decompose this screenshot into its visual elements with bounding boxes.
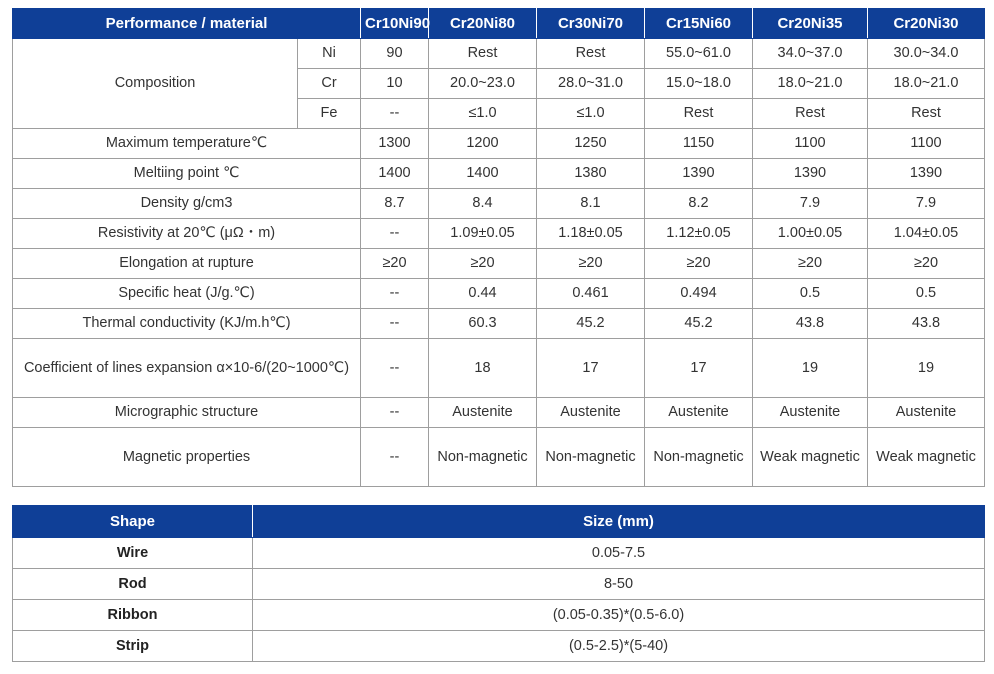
table-cell: 7.9 (868, 189, 985, 219)
performance-table (12, 8, 985, 487)
table-cell: -- (361, 99, 429, 129)
size-header-row (13, 506, 985, 538)
table-cell: 1.09±0.05 (429, 219, 537, 249)
table-cell: 0.44 (429, 279, 537, 309)
table-cell: 0.5 (753, 279, 868, 309)
table-cell: Rest (429, 39, 537, 69)
table-cell: 45.2 (537, 309, 645, 339)
table-cell: Austenite (868, 398, 985, 428)
table-cell: 0.5 (868, 279, 985, 309)
composition-label: Composition (13, 39, 298, 129)
table-cell: ≥20 (753, 249, 868, 279)
header-material-3: Cr30Ni70 (537, 9, 645, 39)
table-cell: 34.0~37.0 (753, 39, 868, 69)
table-cell: 1.18±0.05 (537, 219, 645, 249)
table-cell: 1400 (361, 159, 429, 189)
table-row (13, 219, 985, 249)
table-row (13, 309, 985, 339)
table-cell: 1150 (645, 129, 753, 159)
header-material-6: Cr20Ni30 (868, 9, 985, 39)
composition-element: Cr (298, 69, 361, 99)
header-shape: Shape (13, 506, 253, 538)
table-cell: 60.3 (429, 309, 537, 339)
table-cell: ≥20 (645, 249, 753, 279)
table-row (13, 538, 985, 569)
composition-element: Ni (298, 39, 361, 69)
table-cell: -- (361, 339, 429, 398)
property-label: Micrographic structure (13, 398, 361, 428)
table-cell: 18.0~21.0 (868, 69, 985, 99)
table-cell: ≥20 (537, 249, 645, 279)
table-cell: 1390 (868, 159, 985, 189)
table-cell: ≥20 (361, 249, 429, 279)
table-cell: 8.2 (645, 189, 753, 219)
size-cell: 0.05-7.5 (253, 538, 985, 569)
table-cell: Rest (645, 99, 753, 129)
table-cell: 19 (868, 339, 985, 398)
composition-element: Fe (298, 99, 361, 129)
table-cell: 28.0~31.0 (537, 69, 645, 99)
table-cell: 8.4 (429, 189, 537, 219)
table-cell: 8.7 (361, 189, 429, 219)
table-cell: 19 (753, 339, 868, 398)
table-cell: 43.8 (868, 309, 985, 339)
table-cell: 1390 (645, 159, 753, 189)
shape-cell: Wire (13, 538, 253, 569)
table-cell: 1250 (537, 129, 645, 159)
table-cell: 30.0~34.0 (868, 39, 985, 69)
property-label: Magnetic properties (13, 428, 361, 487)
table-row (13, 398, 985, 428)
table-cell: Austenite (645, 398, 753, 428)
size-cell: (0.5-2.5)*(5-40) (253, 631, 985, 662)
table-cell: 10 (361, 69, 429, 99)
table-cell: 17 (645, 339, 753, 398)
property-label: Density g/cm3 (13, 189, 361, 219)
table-row (13, 339, 985, 398)
table-cell: 43.8 (753, 309, 868, 339)
table-cell: 18 (429, 339, 537, 398)
property-label: Elongation at rupture (13, 249, 361, 279)
size-table (12, 505, 985, 662)
table-cell: 45.2 (645, 309, 753, 339)
property-label: Coefficient of lines expansion α×10-6/(20~1000℃) (13, 339, 361, 398)
header-size: Size (mm) (253, 506, 985, 538)
table-cell: 1.04±0.05 (868, 219, 985, 249)
table-row (13, 600, 985, 631)
table-cell: 1100 (868, 129, 985, 159)
table-cell: 0.494 (645, 279, 753, 309)
table-cell: Non-magnetic (429, 428, 537, 487)
table-cell: 1100 (753, 129, 868, 159)
header-material-5: Cr20Ni35 (753, 9, 868, 39)
table-cell: 1400 (429, 159, 537, 189)
table-cell: ≤1.0 (537, 99, 645, 129)
table-cell: ≤1.0 (429, 99, 537, 129)
shape-cell: Ribbon (13, 600, 253, 631)
size-cell: (0.05-0.35)*(0.5-6.0) (253, 600, 985, 631)
table-cell: Austenite (537, 398, 645, 428)
table-cell: 0.461 (537, 279, 645, 309)
table-cell: 1.00±0.05 (753, 219, 868, 249)
table-row (13, 428, 985, 487)
table-cell: 90 (361, 39, 429, 69)
header-material-1: Cr10Ni90 (361, 9, 429, 39)
table-cell: Non-magnetic (537, 428, 645, 487)
header-material-4: Cr15Ni60 (645, 9, 753, 39)
table-row (13, 569, 985, 600)
table-cell: Rest (753, 99, 868, 129)
size-cell: 8-50 (253, 569, 985, 600)
table-cell: 1390 (753, 159, 868, 189)
header-material-2: Cr20Ni80 (429, 9, 537, 39)
table-cell: 8.1 (537, 189, 645, 219)
composition-row (13, 39, 985, 69)
table-cell: 55.0~61.0 (645, 39, 753, 69)
table-cell: 15.0~18.0 (645, 69, 753, 99)
property-label: Meltiing point ℃ (13, 159, 361, 189)
table-cell: -- (361, 279, 429, 309)
table-cell: -- (361, 428, 429, 487)
property-label: Specific heat (J/g.℃) (13, 279, 361, 309)
table-cell: 1380 (537, 159, 645, 189)
table-cell: Weak magnetic (753, 428, 868, 487)
table-row (13, 129, 985, 159)
property-label: Resistivity at 20℃ (μΩ・m) (13, 219, 361, 249)
table-cell: Austenite (429, 398, 537, 428)
header-performance-material: Performance / material (13, 9, 361, 39)
table-cell: Austenite (753, 398, 868, 428)
table-cell: 18.0~21.0 (753, 69, 868, 99)
table-cell: Rest (868, 99, 985, 129)
table-cell: Weak magnetic (868, 428, 985, 487)
performance-header-row (13, 9, 985, 39)
table-cell: -- (361, 309, 429, 339)
table-row (13, 249, 985, 279)
table-cell: 1300 (361, 129, 429, 159)
property-label: Thermal conductivity (KJ/m.h℃) (13, 309, 361, 339)
table-cell: 7.9 (753, 189, 868, 219)
table-row (13, 631, 985, 662)
table-cell: 1.12±0.05 (645, 219, 753, 249)
table-cell: 20.0~23.0 (429, 69, 537, 99)
table-cell: 17 (537, 339, 645, 398)
table-cell: 1200 (429, 129, 537, 159)
table-cell: -- (361, 398, 429, 428)
table-cell: Non-magnetic (645, 428, 753, 487)
table-row (13, 189, 985, 219)
property-label: Maximum temperature℃ (13, 129, 361, 159)
shape-cell: Rod (13, 569, 253, 600)
shape-cell: Strip (13, 631, 253, 662)
table-cell: -- (361, 219, 429, 249)
table-cell: Rest (537, 39, 645, 69)
table-row (13, 279, 985, 309)
table-cell: ≥20 (868, 249, 985, 279)
table-cell: ≥20 (429, 249, 537, 279)
table-row (13, 159, 985, 189)
